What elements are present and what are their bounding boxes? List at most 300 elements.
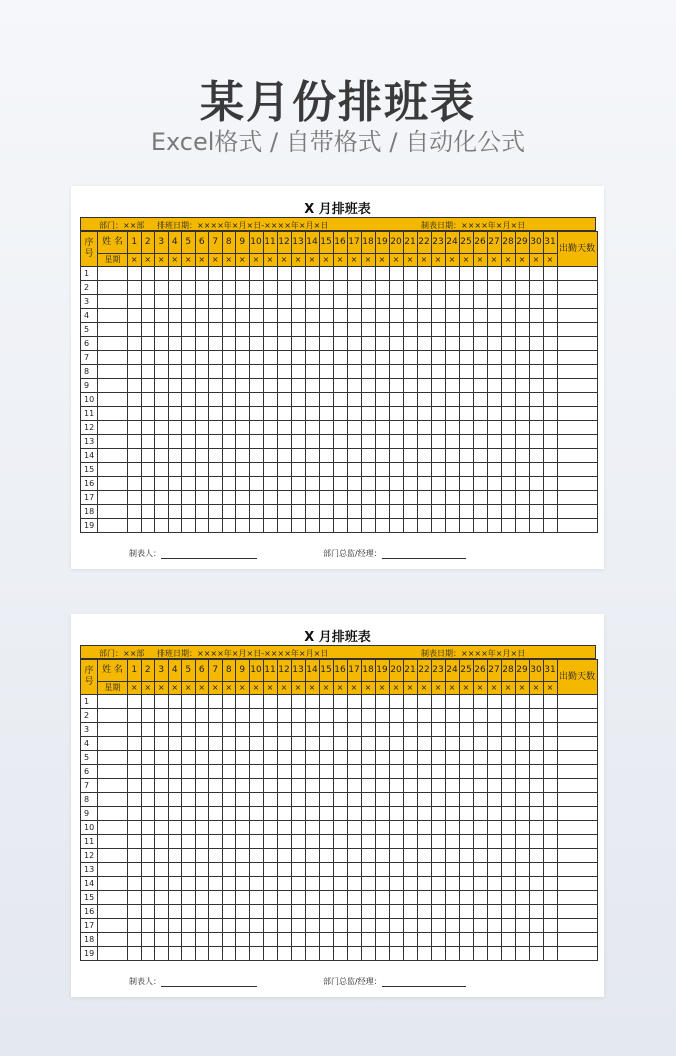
shift-cell[interactable] — [195, 379, 209, 393]
shift-cell[interactable] — [375, 877, 389, 891]
attendance-cell[interactable] — [557, 519, 597, 533]
shift-cell[interactable] — [236, 295, 250, 309]
shift-cell[interactable] — [222, 295, 236, 309]
shift-cell[interactable] — [375, 379, 389, 393]
shift-cell[interactable] — [361, 309, 375, 323]
shift-cell[interactable] — [236, 379, 250, 393]
shift-cell[interactable] — [195, 849, 209, 863]
shift-cell[interactable] — [473, 393, 487, 407]
manager-signature-line[interactable] — [382, 978, 466, 987]
shift-cell[interactable] — [128, 379, 142, 393]
shift-cell[interactable] — [141, 337, 155, 351]
shift-cell[interactable] — [529, 323, 543, 337]
shift-cell[interactable] — [389, 519, 403, 533]
attendance-cell[interactable] — [557, 337, 597, 351]
shift-cell[interactable] — [375, 863, 389, 877]
shift-cell[interactable] — [515, 435, 529, 449]
shift-cell[interactable] — [236, 807, 250, 821]
shift-cell[interactable] — [473, 751, 487, 765]
shift-cell[interactable] — [501, 905, 515, 919]
shift-cell[interactable] — [459, 281, 473, 295]
shift-cell[interactable] — [319, 919, 333, 933]
shift-cell[interactable] — [182, 863, 196, 877]
shift-cell[interactable] — [305, 435, 319, 449]
shift-cell[interactable] — [333, 947, 347, 961]
shift-cell[interactable] — [347, 877, 361, 891]
shift-cell[interactable] — [141, 863, 155, 877]
shift-cell[interactable] — [459, 709, 473, 723]
shift-cell[interactable] — [222, 337, 236, 351]
shift-cell[interactable] — [543, 779, 557, 793]
shift-cell[interactable] — [333, 933, 347, 947]
shift-cell[interactable] — [501, 365, 515, 379]
shift-cell[interactable] — [305, 379, 319, 393]
shift-cell[interactable] — [168, 407, 182, 421]
shift-cell[interactable] — [361, 337, 375, 351]
shift-cell[interactable] — [168, 365, 182, 379]
shift-cell[interactable] — [431, 947, 445, 961]
shift-cell[interactable] — [431, 421, 445, 435]
shift-cell[interactable] — [128, 407, 142, 421]
shift-cell[interactable] — [361, 751, 375, 765]
shift-cell[interactable] — [182, 905, 196, 919]
shift-cell[interactable] — [305, 751, 319, 765]
shift-cell[interactable] — [529, 449, 543, 463]
shift-cell[interactable] — [263, 723, 277, 737]
shift-cell[interactable] — [417, 933, 431, 947]
shift-cell[interactable] — [431, 709, 445, 723]
shift-cell[interactable] — [249, 449, 263, 463]
shift-cell[interactable] — [263, 281, 277, 295]
shift-cell[interactable] — [473, 323, 487, 337]
shift-cell[interactable] — [473, 821, 487, 835]
shift-cell[interactable] — [431, 281, 445, 295]
shift-cell[interactable] — [487, 323, 501, 337]
shift-cell[interactable] — [529, 737, 543, 751]
shift-cell[interactable] — [445, 723, 459, 737]
attendance-cell[interactable] — [557, 947, 597, 961]
shift-cell[interactable] — [182, 807, 196, 821]
shift-cell[interactable] — [263, 379, 277, 393]
shift-cell[interactable] — [445, 267, 459, 281]
shift-cell[interactable] — [375, 491, 389, 505]
shift-cell[interactable] — [263, 933, 277, 947]
shift-cell[interactable] — [236, 323, 250, 337]
shift-cell[interactable] — [473, 281, 487, 295]
shift-cell[interactable] — [403, 463, 417, 477]
shift-cell[interactable] — [515, 807, 529, 821]
shift-cell[interactable] — [209, 933, 223, 947]
shift-cell[interactable] — [473, 463, 487, 477]
shift-cell[interactable] — [431, 779, 445, 793]
shift-cell[interactable] — [222, 449, 236, 463]
shift-cell[interactable] — [195, 421, 209, 435]
shift-cell[interactable] — [209, 835, 223, 849]
shift-cell[interactable] — [389, 709, 403, 723]
shift-cell[interactable] — [361, 919, 375, 933]
shift-cell[interactable] — [263, 919, 277, 933]
shift-cell[interactable] — [155, 449, 169, 463]
name-cell[interactable] — [98, 267, 128, 281]
shift-cell[interactable] — [263, 695, 277, 709]
shift-cell[interactable] — [347, 863, 361, 877]
shift-cell[interactable] — [459, 835, 473, 849]
shift-cell[interactable] — [543, 309, 557, 323]
shift-cell[interactable] — [222, 933, 236, 947]
shift-cell[interactable] — [249, 695, 263, 709]
shift-cell[interactable] — [141, 393, 155, 407]
shift-cell[interactable] — [487, 379, 501, 393]
attendance-cell[interactable] — [557, 491, 597, 505]
shift-cell[interactable] — [236, 309, 250, 323]
shift-cell[interactable] — [403, 365, 417, 379]
shift-cell[interactable] — [182, 337, 196, 351]
name-cell[interactable] — [98, 947, 128, 961]
shift-cell[interactable] — [182, 933, 196, 947]
shift-cell[interactable] — [222, 709, 236, 723]
shift-cell[interactable] — [403, 765, 417, 779]
shift-cell[interactable] — [319, 463, 333, 477]
shift-cell[interactable] — [529, 723, 543, 737]
shift-cell[interactable] — [487, 267, 501, 281]
shift-cell[interactable] — [459, 463, 473, 477]
shift-cell[interactable] — [459, 751, 473, 765]
shift-cell[interactable] — [155, 421, 169, 435]
attendance-cell[interactable] — [557, 379, 597, 393]
shift-cell[interactable] — [361, 709, 375, 723]
shift-cell[interactable] — [277, 407, 291, 421]
shift-cell[interactable] — [209, 435, 223, 449]
shift-cell[interactable] — [431, 351, 445, 365]
shift-cell[interactable] — [459, 695, 473, 709]
shift-cell[interactable] — [403, 323, 417, 337]
shift-cell[interactable] — [249, 933, 263, 947]
shift-cell[interactable] — [333, 905, 347, 919]
shift-cell[interactable] — [128, 337, 142, 351]
shift-cell[interactable] — [182, 295, 196, 309]
shift-cell[interactable] — [347, 365, 361, 379]
shift-cell[interactable] — [459, 309, 473, 323]
shift-cell[interactable] — [182, 737, 196, 751]
attendance-cell[interactable] — [557, 365, 597, 379]
shift-cell[interactable] — [128, 737, 142, 751]
shift-cell[interactable] — [389, 751, 403, 765]
name-cell[interactable] — [98, 709, 128, 723]
shift-cell[interactable] — [291, 821, 305, 835]
shift-cell[interactable] — [361, 295, 375, 309]
shift-cell[interactable] — [291, 779, 305, 793]
shift-cell[interactable] — [182, 891, 196, 905]
shift-cell[interactable] — [417, 723, 431, 737]
shift-cell[interactable] — [249, 435, 263, 449]
shift-cell[interactable] — [515, 407, 529, 421]
shift-cell[interactable] — [155, 491, 169, 505]
shift-cell[interactable] — [459, 337, 473, 351]
shift-cell[interactable] — [417, 947, 431, 961]
shift-cell[interactable] — [277, 947, 291, 961]
shift-cell[interactable] — [195, 779, 209, 793]
shift-cell[interactable] — [501, 891, 515, 905]
shift-cell[interactable] — [389, 449, 403, 463]
shift-cell[interactable] — [182, 463, 196, 477]
shift-cell[interactable] — [389, 779, 403, 793]
shift-cell[interactable] — [473, 765, 487, 779]
shift-cell[interactable] — [417, 393, 431, 407]
shift-cell[interactable] — [277, 295, 291, 309]
shift-cell[interactable] — [501, 863, 515, 877]
shift-cell[interactable] — [487, 393, 501, 407]
shift-cell[interactable] — [291, 793, 305, 807]
shift-cell[interactable] — [291, 323, 305, 337]
shift-cell[interactable] — [417, 765, 431, 779]
shift-cell[interactable] — [445, 281, 459, 295]
shift-cell[interactable] — [155, 933, 169, 947]
shift-cell[interactable] — [263, 793, 277, 807]
shift-cell[interactable] — [361, 835, 375, 849]
shift-cell[interactable] — [222, 905, 236, 919]
shift-cell[interactable] — [277, 709, 291, 723]
shift-cell[interactable] — [501, 267, 515, 281]
shift-cell[interactable] — [529, 519, 543, 533]
shift-cell[interactable] — [249, 337, 263, 351]
manager-signature-line[interactable] — [382, 550, 466, 559]
name-cell[interactable] — [98, 779, 128, 793]
shift-cell[interactable] — [361, 947, 375, 961]
shift-cell[interactable] — [209, 947, 223, 961]
attendance-cell[interactable] — [557, 477, 597, 491]
shift-cell[interactable] — [431, 477, 445, 491]
shift-cell[interactable] — [319, 407, 333, 421]
shift-cell[interactable] — [236, 877, 250, 891]
shift-cell[interactable] — [389, 505, 403, 519]
shift-cell[interactable] — [417, 821, 431, 835]
shift-cell[interactable] — [333, 519, 347, 533]
shift-cell[interactable] — [333, 877, 347, 891]
shift-cell[interactable] — [515, 821, 529, 835]
shift-cell[interactable] — [389, 421, 403, 435]
shift-cell[interactable] — [182, 723, 196, 737]
shift-cell[interactable] — [459, 863, 473, 877]
shift-cell[interactable] — [431, 491, 445, 505]
shift-cell[interactable] — [168, 281, 182, 295]
shift-cell[interactable] — [263, 393, 277, 407]
name-cell[interactable] — [98, 365, 128, 379]
shift-cell[interactable] — [487, 491, 501, 505]
shift-cell[interactable] — [277, 765, 291, 779]
shift-cell[interactable] — [445, 863, 459, 877]
shift-cell[interactable] — [141, 919, 155, 933]
shift-cell[interactable] — [515, 765, 529, 779]
shift-cell[interactable] — [291, 877, 305, 891]
shift-cell[interactable] — [501, 877, 515, 891]
shift-cell[interactable] — [529, 309, 543, 323]
shift-cell[interactable] — [501, 723, 515, 737]
shift-cell[interactable] — [473, 379, 487, 393]
shift-cell[interactable] — [128, 295, 142, 309]
shift-cell[interactable] — [182, 947, 196, 961]
shift-cell[interactable] — [168, 267, 182, 281]
shift-cell[interactable] — [487, 709, 501, 723]
shift-cell[interactable] — [515, 295, 529, 309]
shift-cell[interactable] — [529, 877, 543, 891]
shift-cell[interactable] — [375, 723, 389, 737]
name-cell[interactable] — [98, 835, 128, 849]
shift-cell[interactable] — [141, 849, 155, 863]
name-cell[interactable] — [98, 449, 128, 463]
shift-cell[interactable] — [529, 435, 543, 449]
shift-cell[interactable] — [487, 765, 501, 779]
attendance-cell[interactable] — [557, 891, 597, 905]
shift-cell[interactable] — [347, 933, 361, 947]
shift-cell[interactable] — [501, 463, 515, 477]
shift-cell[interactable] — [529, 365, 543, 379]
shift-cell[interactable] — [333, 765, 347, 779]
shift-cell[interactable] — [333, 807, 347, 821]
shift-cell[interactable] — [403, 933, 417, 947]
shift-cell[interactable] — [195, 505, 209, 519]
shift-cell[interactable] — [459, 849, 473, 863]
shift-cell[interactable] — [305, 505, 319, 519]
name-cell[interactable] — [98, 295, 128, 309]
shift-cell[interactable] — [473, 421, 487, 435]
shift-cell[interactable] — [529, 421, 543, 435]
shift-cell[interactable] — [529, 337, 543, 351]
shift-cell[interactable] — [459, 323, 473, 337]
shift-cell[interactable] — [319, 379, 333, 393]
shift-cell[interactable] — [277, 891, 291, 905]
shift-cell[interactable] — [128, 905, 142, 919]
shift-cell[interactable] — [209, 695, 223, 709]
shift-cell[interactable] — [291, 765, 305, 779]
shift-cell[interactable] — [459, 779, 473, 793]
shift-cell[interactable] — [168, 491, 182, 505]
shift-cell[interactable] — [445, 779, 459, 793]
shift-cell[interactable] — [417, 463, 431, 477]
shift-cell[interactable] — [168, 807, 182, 821]
shift-cell[interactable] — [291, 709, 305, 723]
shift-cell[interactable] — [389, 351, 403, 365]
shift-cell[interactable] — [347, 281, 361, 295]
shift-cell[interactable] — [236, 407, 250, 421]
shift-cell[interactable] — [515, 891, 529, 905]
shift-cell[interactable] — [249, 793, 263, 807]
shift-cell[interactable] — [347, 463, 361, 477]
shift-cell[interactable] — [168, 309, 182, 323]
shift-cell[interactable] — [209, 449, 223, 463]
shift-cell[interactable] — [459, 877, 473, 891]
shift-cell[interactable] — [319, 723, 333, 737]
shift-cell[interactable] — [128, 519, 142, 533]
shift-cell[interactable] — [333, 449, 347, 463]
shift-cell[interactable] — [319, 807, 333, 821]
shift-cell[interactable] — [459, 365, 473, 379]
shift-cell[interactable] — [473, 807, 487, 821]
shift-cell[interactable] — [389, 835, 403, 849]
shift-cell[interactable] — [529, 919, 543, 933]
shift-cell[interactable] — [375, 709, 389, 723]
name-cell[interactable] — [98, 463, 128, 477]
shift-cell[interactable] — [361, 737, 375, 751]
shift-cell[interactable] — [155, 477, 169, 491]
shift-cell[interactable] — [168, 905, 182, 919]
shift-cell[interactable] — [375, 905, 389, 919]
shift-cell[interactable] — [195, 709, 209, 723]
shift-cell[interactable] — [155, 905, 169, 919]
shift-cell[interactable] — [375, 351, 389, 365]
shift-cell[interactable] — [249, 323, 263, 337]
shift-cell[interactable] — [333, 737, 347, 751]
shift-cell[interactable] — [128, 849, 142, 863]
shift-cell[interactable] — [249, 365, 263, 379]
shift-cell[interactable] — [182, 751, 196, 765]
shift-cell[interactable] — [459, 737, 473, 751]
shift-cell[interactable] — [431, 919, 445, 933]
shift-cell[interactable] — [487, 919, 501, 933]
shift-cell[interactable] — [319, 309, 333, 323]
name-cell[interactable] — [98, 491, 128, 505]
shift-cell[interactable] — [473, 793, 487, 807]
shift-cell[interactable] — [319, 281, 333, 295]
shift-cell[interactable] — [431, 849, 445, 863]
shift-cell[interactable] — [305, 793, 319, 807]
shift-cell[interactable] — [375, 737, 389, 751]
shift-cell[interactable] — [209, 793, 223, 807]
shift-cell[interactable] — [195, 891, 209, 905]
shift-cell[interactable] — [389, 919, 403, 933]
shift-cell[interactable] — [431, 765, 445, 779]
shift-cell[interactable] — [501, 751, 515, 765]
shift-cell[interactable] — [155, 765, 169, 779]
shift-cell[interactable] — [182, 505, 196, 519]
shift-cell[interactable] — [222, 863, 236, 877]
shift-cell[interactable] — [209, 393, 223, 407]
shift-cell[interactable] — [347, 379, 361, 393]
shift-cell[interactable] — [222, 281, 236, 295]
shift-cell[interactable] — [249, 463, 263, 477]
shift-cell[interactable] — [236, 695, 250, 709]
shift-cell[interactable] — [236, 933, 250, 947]
shift-cell[interactable] — [209, 919, 223, 933]
shift-cell[interactable] — [515, 695, 529, 709]
shift-cell[interactable] — [319, 695, 333, 709]
shift-cell[interactable] — [141, 905, 155, 919]
shift-cell[interactable] — [473, 905, 487, 919]
shift-cell[interactable] — [195, 947, 209, 961]
shift-cell[interactable] — [529, 463, 543, 477]
shift-cell[interactable] — [249, 477, 263, 491]
shift-cell[interactable] — [222, 723, 236, 737]
shift-cell[interactable] — [195, 519, 209, 533]
shift-cell[interactable] — [291, 695, 305, 709]
shift-cell[interactable] — [487, 477, 501, 491]
shift-cell[interactable] — [445, 933, 459, 947]
shift-cell[interactable] — [473, 877, 487, 891]
shift-cell[interactable] — [473, 891, 487, 905]
shift-cell[interactable] — [431, 295, 445, 309]
shift-cell[interactable] — [128, 393, 142, 407]
shift-cell[interactable] — [155, 919, 169, 933]
shift-cell[interactable] — [515, 337, 529, 351]
shift-cell[interactable] — [389, 281, 403, 295]
shift-cell[interactable] — [515, 933, 529, 947]
shift-cell[interactable] — [182, 365, 196, 379]
shift-cell[interactable] — [347, 793, 361, 807]
shift-cell[interactable] — [236, 351, 250, 365]
shift-cell[interactable] — [487, 337, 501, 351]
shift-cell[interactable] — [291, 421, 305, 435]
shift-cell[interactable] — [487, 351, 501, 365]
shift-cell[interactable] — [389, 737, 403, 751]
